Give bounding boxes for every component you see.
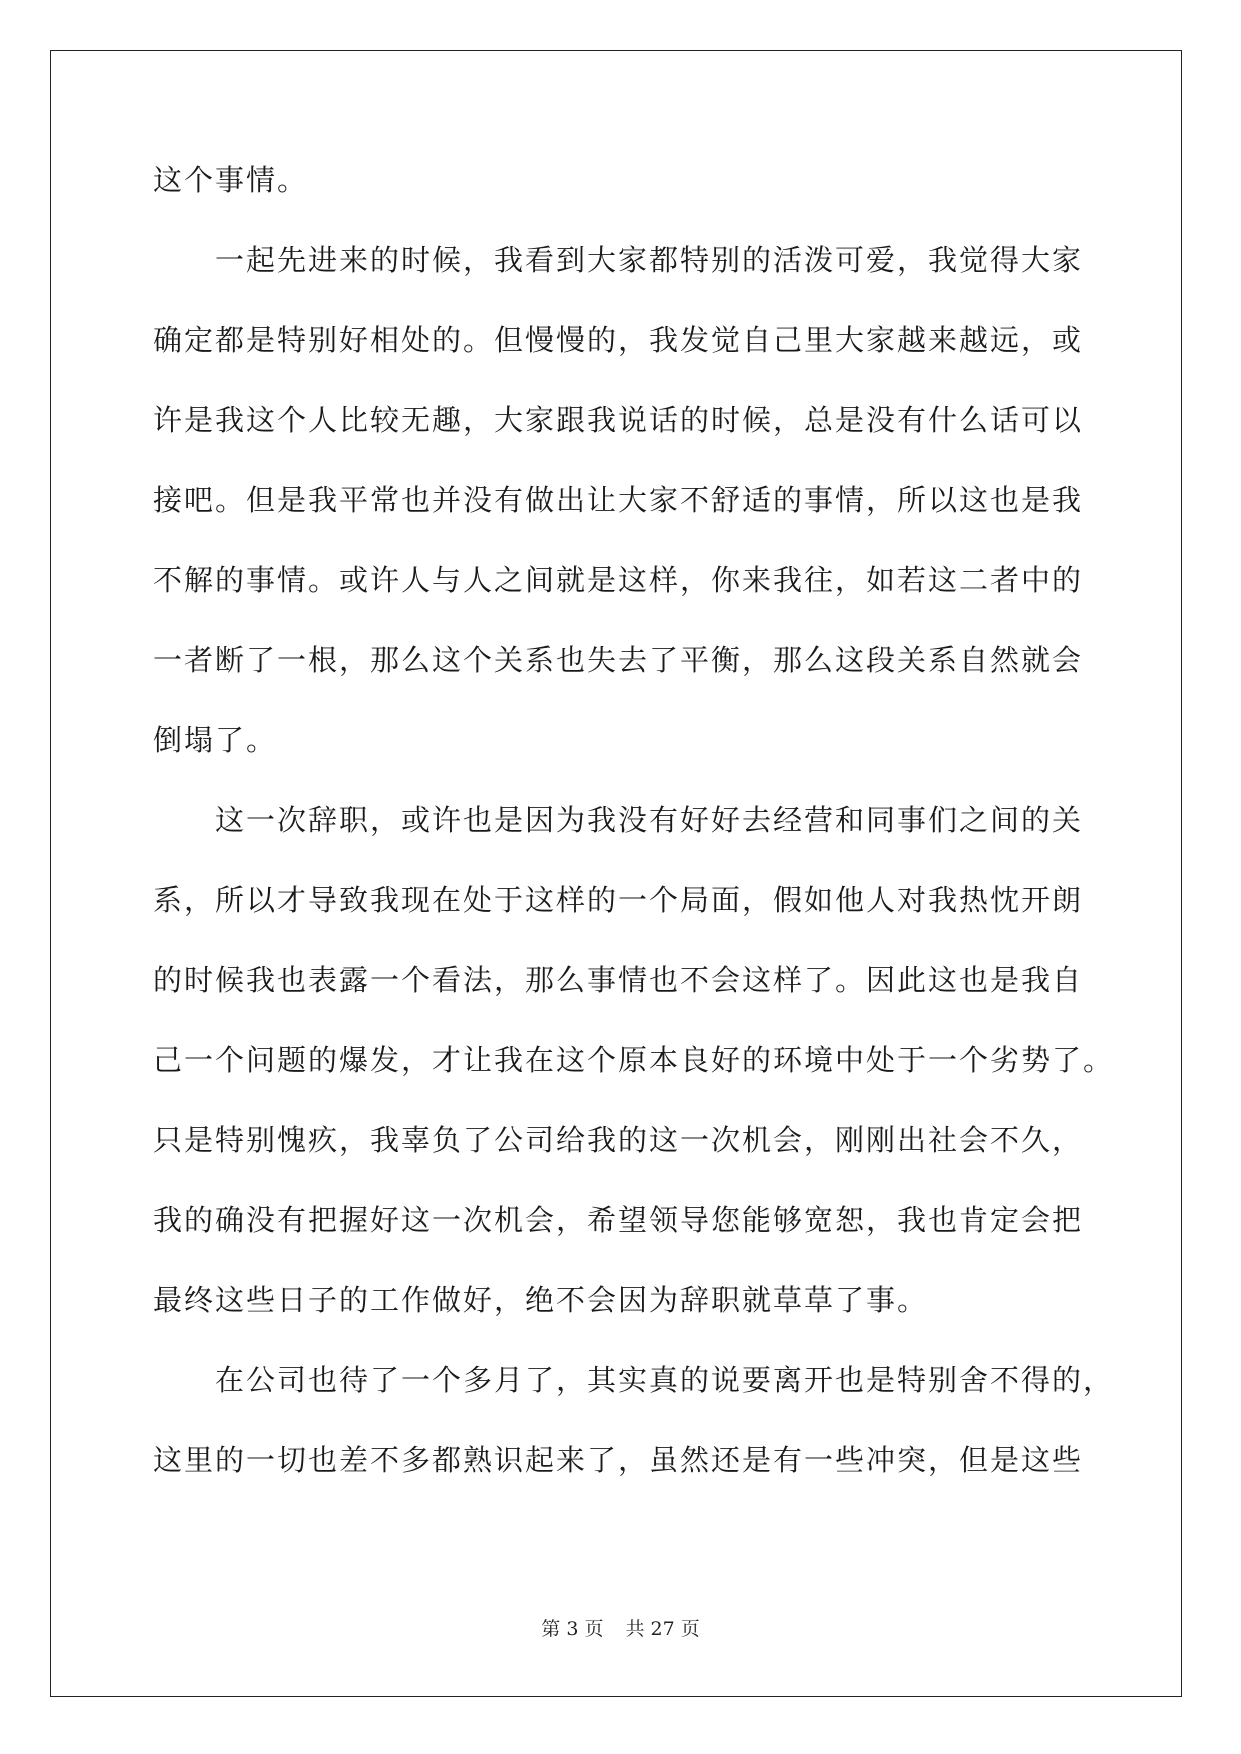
text-line: 只是特别愧疚，我辜负了公司给我的这一次机会，刚刚出社会不久， (153, 1123, 1084, 1157)
text-line: 倒塌了。 (153, 723, 278, 757)
text-line: 的时候我也表露一个看法，那么事情也不会这样了。因此这也是我自 (153, 963, 1084, 997)
page-footer (0, 1614, 1241, 1641)
text-line: 接吧。但是我平常也并没有做出让大家不舒适的事情，所以这也是我 (153, 483, 1084, 517)
text-line: 不解的事情。或许人与人之间就是这样，你来我往，如若这二者中的 (153, 563, 1084, 597)
text-line: 确定都是特别好相处的。但慢慢的，我发觉自己里大家越来越远，或 (153, 323, 1084, 357)
text-line: 己一个问题的爆发，才让我在这个原本良好的环境中处于一个劣势了。 (153, 1043, 1115, 1077)
text-line: 这一次辞职，或许也是因为我没有好好去经营和同事们之间的关 (153, 803, 1084, 837)
text-line: 最终这些日子的工作做好，绝不会因为辞职就草草了事。 (153, 1283, 929, 1317)
total-pages: 共 27 页 (625, 1618, 700, 1640)
document-body (153, 160, 1115, 1520)
text-line: 许是我这个人比较无趣，大家跟我说话的时候，总是没有什么话可以 (153, 403, 1084, 437)
text-line: 一者断了一根，那么这个关系也失去了平衡，那么这段关系自然就会 (153, 643, 1084, 677)
text-line: 系，所以才导致我现在处于这样的一个局面，假如他人对我热忱开朗 (153, 883, 1084, 917)
text-line: 这里的一切也差不多都熟识起来了，虽然还是有一些冲突，但是这些 (153, 1443, 1084, 1477)
text-line: 这个事情。 (153, 163, 309, 197)
page-number: 第 3 页 (541, 1618, 604, 1640)
text-line: 在公司也待了一个多月了，其实真的说要离开也是特别舍不得的， (153, 1363, 1115, 1397)
text-line: 我的确没有把握好这一次机会，希望领导您能够宽恕，我也肯定会把 (153, 1203, 1084, 1237)
text-line: 一起先进来的时候，我看到大家都特别的活泼可爱，我觉得大家 (153, 243, 1084, 277)
